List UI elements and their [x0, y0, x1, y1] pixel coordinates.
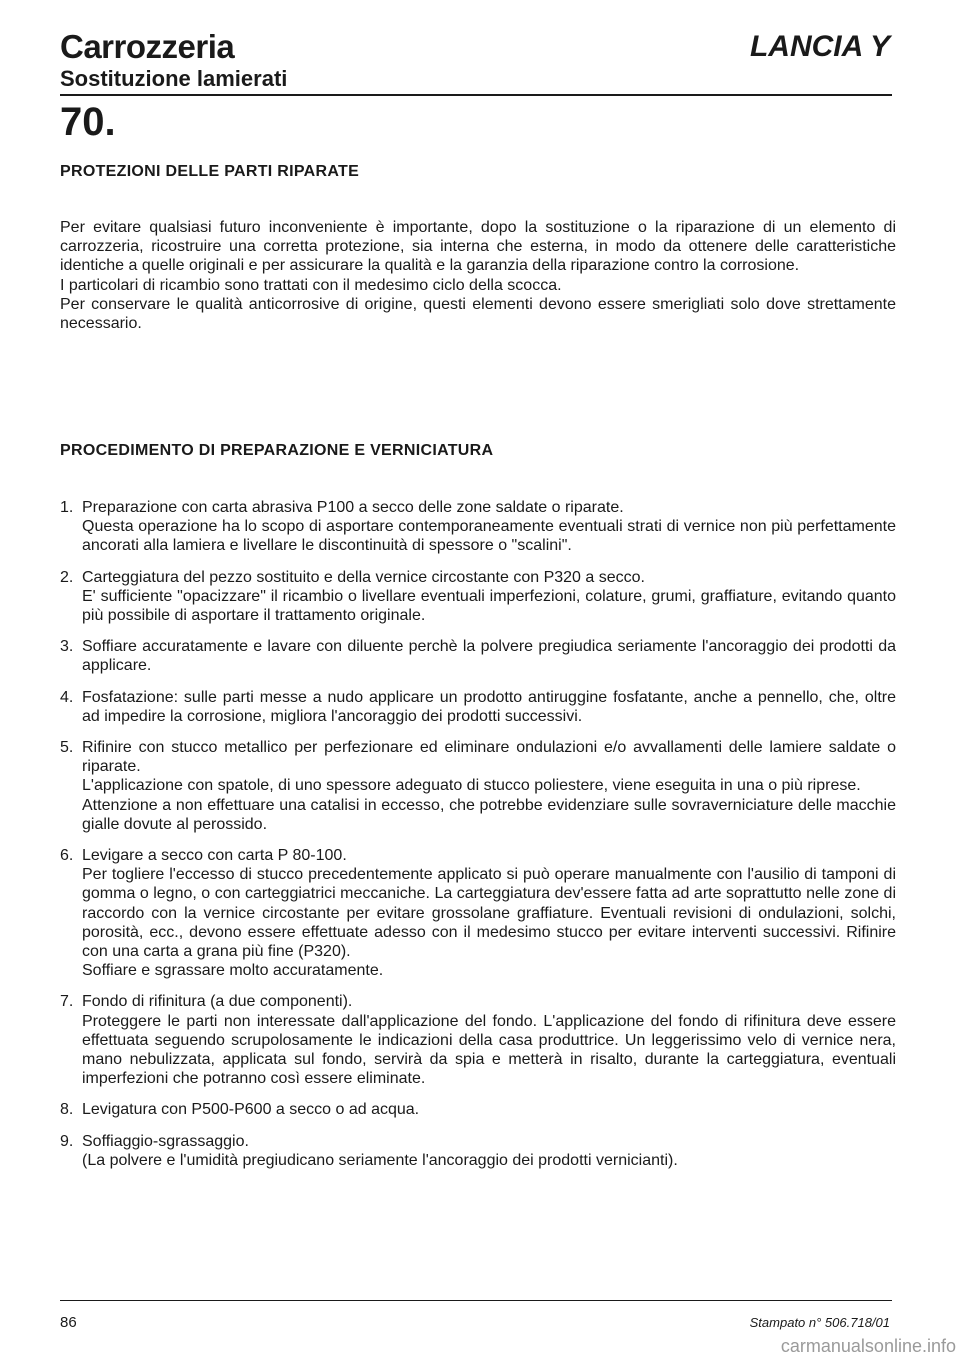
step-text: (La polvere e l'umidità pregiudicano seriamente l'ancoraggio dei prodotti vernicianti).	[82, 1151, 678, 1169]
step-text: Soffiare e sgrassare molto accuratamente.	[82, 962, 384, 980]
section-number: 70.	[60, 100, 116, 144]
step-number: 8.	[60, 1101, 74, 1119]
procedure-steps-list	[60, 498, 896, 1182]
printed-reference: Stampato n° 506.718/01	[749, 1315, 890, 1330]
step-number: 5.	[60, 739, 74, 757]
step-number: 7.	[60, 993, 74, 1011]
intro-paragraph: I particolari di ricambio sono trattati con il medesimo ciclo della scocca.	[60, 276, 562, 294]
watermark-text: carmanualsonline.info	[780, 1336, 956, 1356]
step-text: Rifinire con stucco metallico per perfezionare ed eliminare ondulazioni e/o avvallamenti delle lamiere saldate o riparate.	[82, 739, 896, 776]
step-text: Soffiaggio-sgrassaggio.	[82, 1132, 249, 1150]
header-divider	[60, 94, 892, 96]
procedure-step	[60, 637, 896, 675]
step-text: Levigare a secco con carta P 80-100.	[82, 847, 347, 865]
step-text: Proteggere le parti non interessate dall'applicazione del fondo. L'applicazione del fondo di rifinitura deve essere effettuata seguendo scrupolosamente le indicazioni della casa produttrice. Un leggerissimo velo di vernice nera, mano nebulizzata, applicata sul fondo, servirà da spia e metterà in risalto, durante la carteggiatura, eventuali imperfezioni che potranno così essere eliminate.	[82, 1012, 896, 1088]
step-text: Carteggiatura del pezzo sostituito e della vernice circostante con P320 a secco.	[82, 568, 645, 586]
procedure-step	[60, 498, 896, 556]
page-subtitle: Sostituzione lamierati	[60, 66, 288, 91]
section-heading-protezioni: PROTEZIONI DELLE PARTI RIPARATE	[60, 163, 360, 180]
procedure-step	[60, 568, 896, 626]
step-number: 6.	[60, 847, 74, 865]
step-text: Attenzione a non effettuare una catalisi in eccesso, che potrebbe evidenziare sulle sovraverniciature delle macchie gialle dovute al perossido.	[82, 796, 896, 833]
step-text: Preparazione con carta abrasiva P100 a secco delle zone saldate o riparate.	[82, 499, 624, 516]
step-number: 4.	[60, 688, 74, 706]
intro-paragraph: Per conservare le qualità anticorrosive di origine, questi elementi devono essere smerigliati solo dove strettamente necessario.	[60, 295, 896, 333]
step-number: 2.	[60, 568, 74, 586]
step-number: 9.	[60, 1132, 74, 1150]
procedure-step	[60, 992, 896, 1088]
procedure-step	[60, 1132, 896, 1170]
footer-divider	[60, 1300, 892, 1301]
step-text: Per togliere l'eccesso di stucco precedentemente applicato si può operare manualmente con l'ausilio di tamponi di gomma o legno, o con carteggiatrici meccaniche. La carteggiatura dev'essere fatta ad arte soprattutto nelle zone di raccordo con la vernice circostante per evitare grossolane graffiature. Eventuali revisioni di ondulazioni, solchi, porosità, ecc., devono essere effettuate adesso con il medesimo stucco per evitare interventi successivi. Rifinire con una carta a grana più fine (P320).	[82, 866, 896, 961]
step-text: Fondo di rifinitura (a due componenti).	[82, 993, 353, 1011]
section-heading-procedimento: PROCEDIMENTO DI PREPARAZIONE E VERNICIATURA	[60, 442, 494, 459]
step-text: Levigatura con P500-P600 a secco o ad acqua.	[82, 1101, 420, 1119]
step-number: 1.	[60, 499, 74, 516]
step-text: L'applicazione con spatole, di uno spessore adeguato di stucco poliestere, viene eseguita in una o più riprese.	[82, 777, 861, 795]
procedure-step	[60, 688, 896, 726]
step-text: Questa operazione ha lo scopo di asportare contemporaneamente eventuali strati di vernice non più perfettamente ancorati alla lamiera e livellare le discontinuità di spessore o "scalini".	[82, 518, 896, 555]
intro-paragraph: Per evitare qualsiasi futuro inconveniente è importante, dopo la sostituzione o la riparazione di un elemento di carrozzeria, ricostruire una corretta protezione, sia interna che esterna, in modo da ottenere delle caratteristiche identiche a quelle originali e per assicurare la qualità e la garanzia della riparazione contro la corrosione.	[60, 219, 896, 275]
step-text: Soffiare accuratamente e lavare con diluente perchè la polvere pregiudica seriamente l'ancoraggio dei prodotti da applicare.	[82, 638, 896, 675]
intro-text	[60, 218, 896, 333]
procedure-step	[60, 846, 896, 980]
step-text: Fosfatazione: sulle parti messe a nudo applicare un prodotto antiruggine fosfatante, anche a pennello, che, oltre ad impedire la corrosione, migliora l'ancoraggio dei prodotti successivi.	[82, 688, 896, 725]
step-number: 3.	[60, 638, 74, 656]
page-number: 86	[60, 1314, 77, 1331]
procedure-step	[60, 1100, 896, 1119]
procedure-step	[60, 738, 896, 834]
page-title: Carrozzeria	[60, 28, 235, 65]
brand-label: LANCIA Y	[749, 30, 890, 63]
step-text: E' sufficiente "opacizzare" il ricambio o livellare eventuali imperfezioni, colature, grumi, graffiature, evitando quanto più possibile di asportare il trattamento originale.	[82, 587, 896, 625]
